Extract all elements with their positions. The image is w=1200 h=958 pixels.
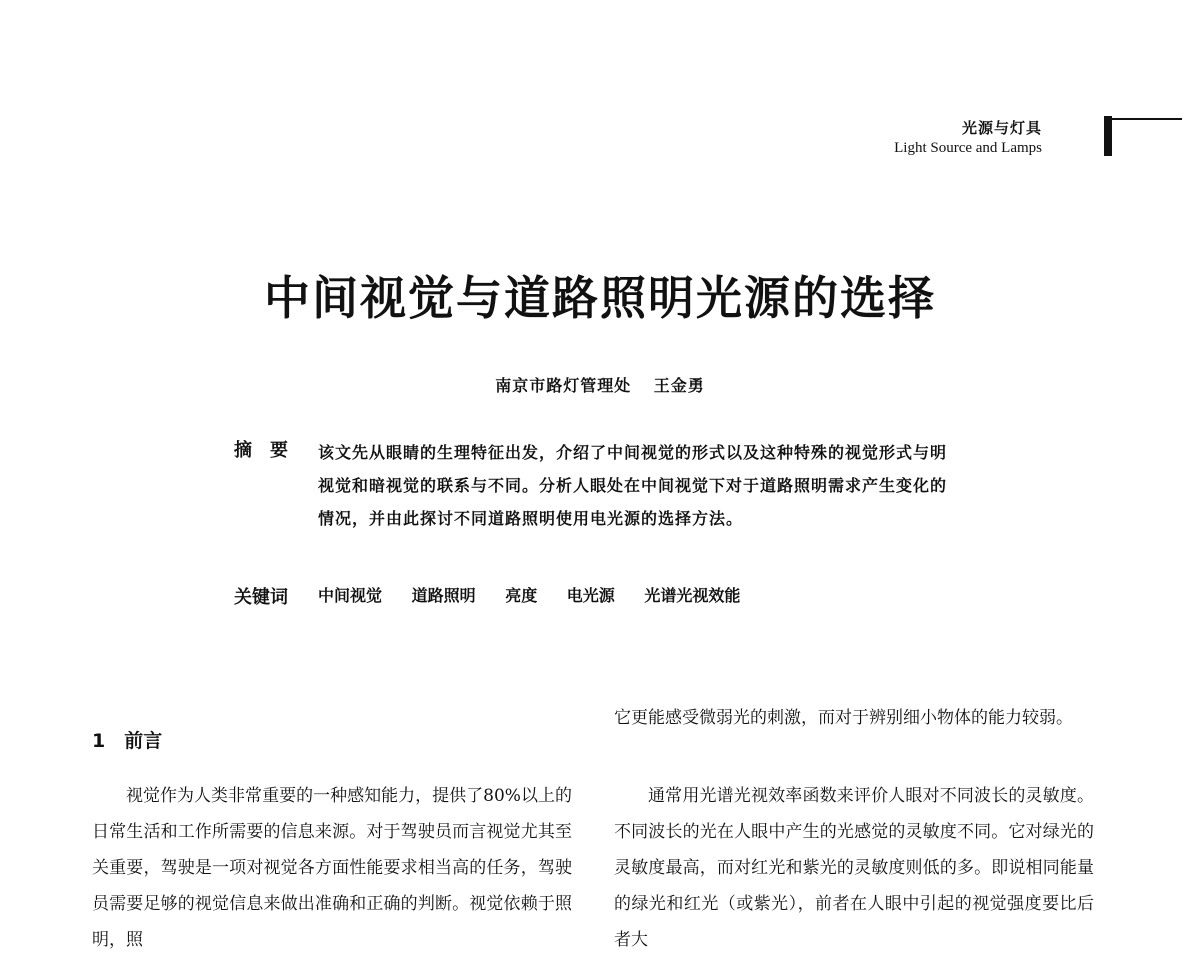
author-line [0, 373, 1200, 396]
keyword: 电光源 [566, 586, 615, 605]
section-heading: 1 前言 [92, 730, 163, 752]
abstract-label: 摘 要 [234, 440, 288, 461]
paper-title: 中间视觉与道路照明光源的选择 [264, 271, 936, 325]
keywords-list [318, 583, 764, 606]
keywords-label: 关键词 [234, 587, 288, 608]
running-header [894, 118, 1042, 158]
keyword: 中间视觉 [318, 586, 383, 605]
author-affiliation: 南京市路灯管理处 [495, 376, 632, 395]
abstract-text: 该文先从眼睛的生理特征出发，介绍了中间视觉的形式以及这种特殊的视觉形式与明视觉和暗视觉的联系与不同。分析人眼处在中间视觉下对于道路照明需求产生变化的情况，并由此探讨不同道路照明使用电光源的选择方法。 [318, 443, 948, 528]
keyword: 道路照明 [411, 586, 476, 605]
header-bar-decoration [1104, 116, 1112, 156]
body-paragraph: 视觉作为人类非常重要的一种感知能力，提供了80%以上的日常生活和工作所需要的信息来源。对于驾驶员而言视觉尤其至关重要，驾驶是一项对视觉各方面性能要求相当高的任务，驾驶员需要足够的视觉信息来做出准确和正确的判断。视觉依赖于照明，照 [92, 786, 572, 950]
keyword: 光谱光视效能 [644, 586, 741, 605]
header-rule-decoration [1110, 118, 1182, 120]
body-paragraph: 它更能感受微弱光的刺激，而对于辨别细小物体的能力较弱。 [614, 708, 1073, 728]
body-paragraph: 通常用光谱光视效率函数来评价人眼对不同波长的灵敏度。不同波长的光在人眼中产生的光感觉的灵敏度不同。它对绿光的灵敏度最高，而对红光和紫光的灵敏度则低的多。即说相同能量的绿光和红光（或紫光），前者在人眼中引起的视觉强度要比后者大 [614, 786, 1094, 950]
author-name: 王金勇 [653, 376, 705, 395]
header-section-en: Light Source and Lamps [894, 140, 1042, 156]
header-section-cn: 光源与灯具 [961, 119, 1042, 137]
keyword: 亮度 [505, 586, 538, 605]
